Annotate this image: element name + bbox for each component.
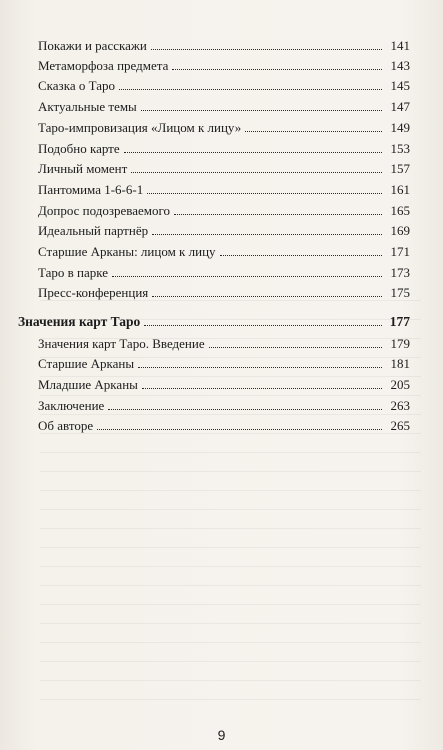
toc-entry-title: Подобно карте (38, 141, 120, 156)
toc-entry-page: 153 (390, 141, 410, 156)
toc-entry (38, 240, 410, 260)
toc-entry (38, 178, 410, 198)
toc-entry-page: 157 (390, 161, 410, 176)
dot-leader (112, 276, 382, 277)
toc-entry-page: 147 (390, 99, 410, 114)
toc-entry (38, 261, 410, 281)
toc-entry (38, 373, 410, 393)
toc-entry-page: 145 (390, 78, 410, 93)
dot-leader (174, 214, 382, 215)
dot-leader (172, 69, 382, 70)
toc-entry (38, 352, 410, 372)
toc-entry-page: 169 (390, 223, 410, 238)
dot-leader (152, 234, 382, 235)
toc-entry-page: 173 (390, 265, 410, 280)
toc-entry (38, 74, 410, 94)
toc-entry-page: 181 (390, 356, 410, 371)
dot-leader (144, 325, 382, 326)
toc-entry (38, 137, 410, 157)
toc-entry (38, 281, 410, 301)
dot-leader (142, 388, 382, 389)
toc-entry (38, 54, 410, 74)
toc-entry-page: 165 (390, 203, 410, 218)
dot-leader (131, 172, 382, 173)
toc-entry-title: Заключение (38, 398, 105, 413)
toc-entry (38, 414, 410, 434)
dot-leader (119, 89, 382, 90)
toc-entry-title: Старшие Арканы: лицом к лицу (38, 244, 216, 259)
toc-entry-title: Значения карт Таро (18, 314, 141, 329)
toc-entry (38, 34, 410, 54)
toc-entry-title: Сказка о Таро (38, 78, 115, 93)
toc-entry-title: Младшие Арканы (38, 377, 138, 392)
toc-entry-page: 143 (390, 58, 410, 73)
toc-entry-title: Покажи и расскажи (38, 38, 147, 53)
dot-leader (141, 110, 382, 111)
toc-entry-title: Допрос подозреваемого (38, 203, 171, 218)
toc-entry-title: Идеальный партнёр (38, 223, 149, 238)
toc-entry-title: Старшие Арканы (38, 356, 135, 371)
toc-entry-page: 175 (390, 285, 410, 300)
toc-entry (38, 394, 410, 414)
toc-entry-title: Пантомима 1-6-6-1 (38, 182, 144, 197)
toc-entry (38, 199, 410, 219)
toc-entry-page: 205 (390, 377, 410, 392)
toc-entry (38, 332, 410, 352)
toc-entry-page: 141 (390, 38, 410, 53)
toc-entry-title: Об авторе (38, 418, 94, 433)
toc-entry-page: 177 (389, 314, 410, 329)
toc-entry-title: Таро-импровизация «Лицом к лицу» (38, 120, 242, 135)
toc-entry-title: Актуальные темы (38, 99, 137, 114)
dot-leader (97, 429, 382, 430)
page-number: 9 (217, 727, 226, 743)
toc-entry (38, 219, 410, 239)
dot-leader (220, 255, 382, 256)
toc-entry-title: Метаморфоза предмета (38, 58, 169, 73)
toc-entry-page: 149 (390, 120, 410, 135)
toc-entry-page: 263 (390, 398, 410, 413)
toc-entry-page: 161 (390, 182, 410, 197)
dot-leader (138, 367, 382, 368)
toc-entry-title: Пресс-конференция (38, 285, 149, 300)
toc-entry-title: Личный момент (38, 161, 128, 176)
toc-entry (38, 157, 410, 177)
dot-leader (151, 49, 382, 50)
toc-entry (38, 116, 410, 136)
toc-entry-page: 265 (390, 418, 410, 433)
dot-leader (124, 152, 382, 153)
toc-entry-title: Таро в парке (38, 265, 109, 280)
dot-leader (245, 131, 382, 132)
toc-entry-title: Значения карт Таро. Введение (38, 336, 205, 351)
toc-entry-page: 171 (390, 244, 410, 259)
toc-entry (38, 95, 410, 115)
dot-leader (108, 409, 382, 410)
dot-leader (209, 347, 382, 348)
toc-entry-page: 179 (390, 336, 410, 351)
dot-leader (152, 296, 382, 297)
dot-leader (147, 193, 382, 194)
toc-section-heading (18, 310, 410, 330)
